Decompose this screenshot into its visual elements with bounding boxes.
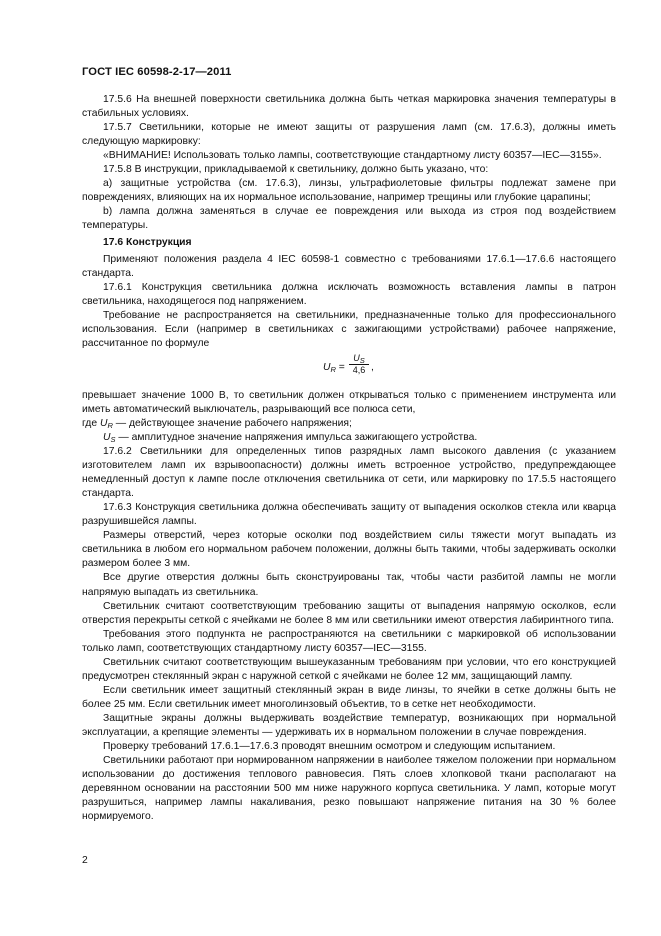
formula-equals: =	[335, 361, 345, 373]
formula-numerator-subscript: S	[359, 355, 365, 365]
page-number: 2	[82, 855, 88, 866]
paragraph-verification: Проверку требований 17.6.1—17.6.3 проводят внешним осмотром и следующим испытанием.	[103, 741, 556, 753]
formula-fraction	[348, 353, 370, 376]
paragraph-17-5-6: 17.5.6 На внешней поверхности светильника должна быть четкая маркировка значения температуры в стабильных условиях.	[82, 94, 616, 120]
paragraph-test-procedure: Светильники работают при нормированном напряжении в наиболее тяжелом положении при нормальном использовании до достижения теплового равновесия. Пять слоев хлопковой ткани располагают на деревянном основании на расстоянии 500 мм ниже наружного корпуса светильника. У ламп, которые могут разрушиться, например лампы накаливания, резко повышают напряжение питания на 30 % более нормируемого.	[82, 755, 616, 823]
warning-marking: «ВНИМАНИЕ! Использовать только лампы, соответствующие стандартному листу 60357—IEC—3155».	[103, 150, 602, 162]
paragraph-17-6-2: 17.6.2 Светильники для определенных типов разрядных ламп высокого давления (с указанием изготовителем ламп их взрывоопасности) должны иметь встроенное устройство, предупреждающее немедленный доступ к лампе после отключения светильника от сети, или маркировку по 17.5.5 настоящего стандарта.	[82, 446, 616, 500]
formula-lhs: U	[323, 361, 331, 373]
paragraph-17-6-1: 17.6.1 Конструкция светильника должна исключать возможность вставления лампы в патрон светильника, находящегося под напряжением.	[82, 281, 616, 307]
list-item-b: b) лампа должна заменяться в случае ее повреждения или выхода из строя под воздействием температуры.	[82, 206, 616, 232]
paragraph-17-6-3: 17.6.3 Конструкция светильника должна обеспечивать защиту от выпадения осколков стекла или кварца разрушившейся лампы.	[82, 502, 616, 528]
paragraph-17-5-8: 17.5.8 В инструкции, прикладываемой к светильнику, должно быть указано, что:	[103, 164, 489, 176]
where-definition-us	[82, 431, 616, 445]
paragraph-glass-screen: Светильник считают соответствующим вышеуказанным требованиям при условии, что его конструкцией предусмотрен стеклянный экран с наружной сеткой с ячейками не более 12 мм, защищающий лампу.	[82, 656, 616, 682]
var-ur-subscript: R	[107, 420, 113, 430]
var-us: U	[103, 431, 111, 443]
paragraph-openings: Размеры отверстий, через которые осколки под воздействием силы тяжести могут выпадать из светильника в любом его нормальном рабочем положении, должны быть такими, чтобы задерживать осколки размером более 3 мм.	[82, 530, 616, 570]
paragraph-voltage-limit: превышает значение 1000 В, то светильник должен открываться только с применением инструмента или иметь автоматический выключатель, разрывающий все полюса сети,	[82, 389, 616, 415]
voltage-formula	[82, 351, 616, 389]
document-body	[82, 93, 616, 824]
paragraph-protective-screens: Защитные экраны должны выдерживать воздействие температур, возникающих при нормальной эксплуатации, а крепящие элементы — удерживать их в нормальном положении в случае повреждения.	[82, 712, 616, 738]
paragraph-exemption: Требования этого подпункта не распространяются на светильники с маркировкой об использовании только ламп, соответствующих стандартному листу 60357—IEC—3155.	[82, 628, 616, 654]
paragraph-mesh-8mm: Светильник считают соответствующим требованию защиты от выпадения напрямую осколков, если отверстия перекрыты сеткой с ячейками не более 8 мм или светильники имеют отверстия лабиринтного типа.	[82, 600, 616, 626]
paragraph-lens-screen: Если светильник имеет защитный стеклянный экран в виде линзы, то ячейки в сетке должны быть не более 25 мм. Если светильник имеет многолинзовый объектив, то в сетке нет необходимости.	[82, 684, 616, 710]
section-heading-17-6: 17.6 Конструкция	[103, 237, 192, 249]
where-definition-ur	[82, 417, 616, 431]
paragraph-other-openings: Все другие отверстия должны быть сконструированы так, чтобы части разбитой лампы не могли напрямую выпадать из светильника.	[82, 572, 616, 598]
where-text-us: — амплитудное значение напряжения импульса зажигающего устройства.	[115, 431, 478, 443]
where-prefix: где	[82, 417, 100, 429]
formula-numerator: U	[353, 352, 360, 363]
paragraph-17-5-7: 17.5.7 Светильники, которые не имеют защиты от разрушения ламп (см. 17.6.3), должны иметь следующую маркировку:	[82, 122, 616, 148]
where-text-ur: — действующее значение рабочего напряжения;	[112, 417, 352, 429]
paragraph-requirement: Требование не распространяется на светильники, предназначенные только для профессионального использования. Если (например в светильниках с зажигающими устройствами) рабочее напряжение, рассчитанное по формуле	[82, 309, 616, 349]
formula-lhs-subscript: R	[330, 364, 336, 374]
document-header: ГОСТ IEC 60598-2-17—2011	[82, 66, 232, 78]
list-item-a: a) защитные устройства (см. 17.6.3), линзы, ультрафиолетовые фильтры подлежат замене при повреждениях, влияющих на их нормальное использование, например трещины или глубокие царапины;	[82, 178, 616, 204]
formula-comma: ,	[371, 361, 374, 373]
var-us-subscript: S	[110, 434, 116, 444]
var-ur: U	[99, 417, 108, 429]
paragraph-17-6-intro: Применяют положения раздела 4 IEC 60598-1 совместно с требованиями 17.6.1—17.6.6 настоящего стандарта.	[82, 253, 616, 279]
formula-denominator: 4,6	[352, 364, 366, 375]
